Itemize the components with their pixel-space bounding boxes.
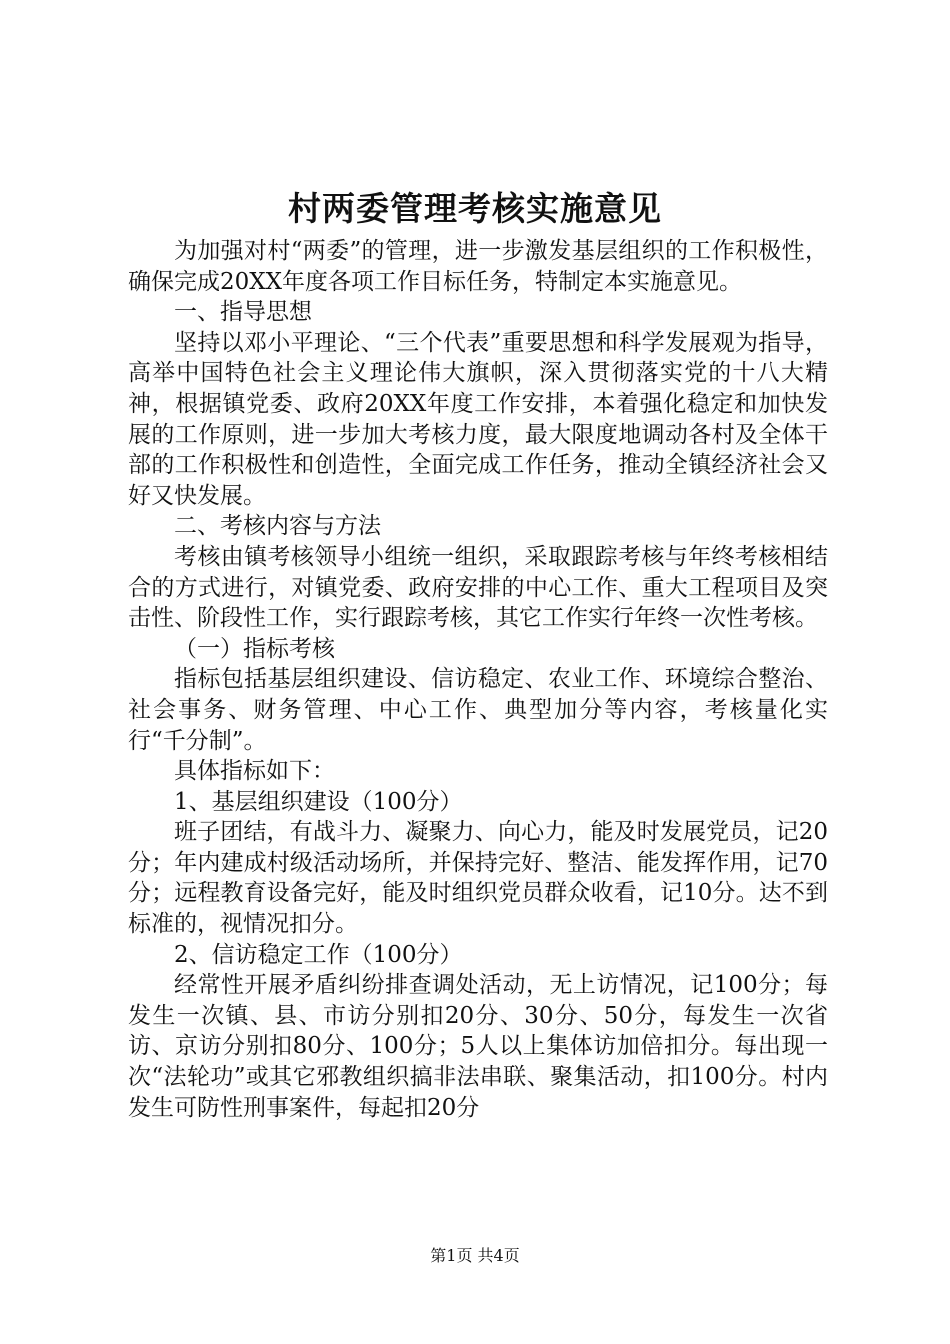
page-footer: 第1页 共4页 — [430, 1246, 520, 1265]
paragraph-petition-stability: 经常性开展矛盾纠纷排查调处活动，无上访情况，记100分；每发生一次镇、县、市访分别扣20分、30分、50分，每发生一次省访、京访分别扣80分、100分；5人以上集体访加倍扣分。每出现一次“法轮功”或其它邪教组织搞非法串联、聚集活动，扣100分。村内发生可防性刑事案件，每起扣20分 — [128, 972, 828, 1121]
subsection-heading-indicator-assessment: （一）指标考核 — [174, 635, 335, 662]
section-heading-assessment-content: 二、考核内容与方法 — [174, 513, 381, 540]
section-heading-guiding-ideology: 一、指导思想 — [174, 299, 312, 326]
paragraph-intro: 为加强对村“两委”的管理，进一步激发基层组织的工作积极性，确保完成20XX年度各项工作目标任务，特制定本实施意见。 — [128, 238, 828, 295]
document-body — [128, 236, 828, 1123]
paragraph-indicator-list-intro: 具体指标如下： — [174, 758, 335, 785]
item-heading-petition-stability: 2、信访稳定工作（100分） — [174, 941, 463, 968]
item-heading-grassroots: 1、基层组织建设（100分） — [174, 788, 463, 815]
paragraph-indicator-scope: 指标包括基层组织建设、信访稳定、农业工作、环境综合整治、社会事务、财务管理、中心工作、典型加分等内容，考核量化实行“千分制”。 — [128, 666, 828, 754]
document-title: 村两委管理考核实施意见 — [288, 189, 662, 228]
paragraph-guiding-ideology: 坚持以邓小平理论、“三个代表”重要思想和科学发展观为指导，高举中国特色社会主义理论伟大旗帜，深入贯彻落实党的十八大精神，根据镇党委、政府20XX年度工作安排，本着强化稳定和加快发展的工作原则，进一步加大考核力度，最大限度地调动各村及全体干部的工作积极性和创造性，全面完成工作任务，推动全镇经济社会又好又快发展。 — [128, 329, 828, 509]
paragraph-grassroots: 班子团结，有战斗力、凝聚力、向心力，能及时发展党员，记20分；年内建成村级活动场所，并保持完好、整洁、能发挥作用，记70分；远程教育设备完好，能及时组织党员群众收看，记10分。达不到标准的，视情况扣分。 — [128, 819, 828, 938]
paragraph-assessment-method: 考核由镇考核领导小组统一组织，采取跟踪考核与年终考核相结合的方式进行，对镇党委、政府安排的中心工作、重大工程项目及突击性、阶段性工作，实行跟踪考核，其它工作实行年终一次性考核。 — [128, 543, 828, 632]
